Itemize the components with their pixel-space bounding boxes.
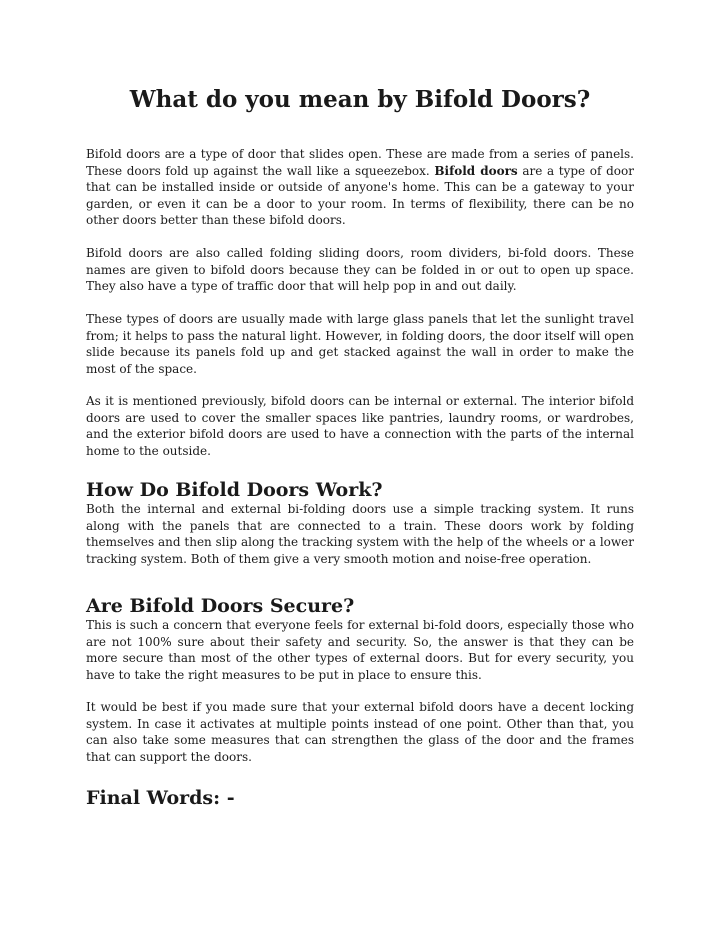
intro-paragraph-2: Bifold doors are also called folding sliding doors, room dividers, bi-fold doors. These names are given to bifold doors because they can be folded in or out to open up space. They also have a type of traffic door that will help pop in and out daily. (86, 246, 634, 294)
intro-paragraph-1-text-a: Bifold doors are a type of door that slides open. These are made from a series of panels. These doors fold up against the wall like a squeezebox. (86, 147, 634, 178)
intro-paragraph-4: As it is mentioned previously, bifold doors can be internal or external. The interior bifold doors are used to cover the smaller spaces like pantries, laundry rooms, or wardrobes, and the exterior bifold doors are used to have a connection with the parts of the internal home to the outside. (86, 394, 634, 458)
secure-paragraph-1: This is such a concern that everyone feels for external bi-fold doors, especially those who are not 100% sure about their safety and security. So, the answer is that they can be more secure than most of the other types of external doors. But for every security, you have to take the right measures to be put in place to ensure this. (86, 618, 634, 682)
page-title: What do you mean by Bifold Doors? (129, 86, 591, 113)
intro-paragraph-1-text-b: are a type of door that can be installed inside or outside of anyone's home. This can be a gateway to your garden, or even it can be a door to your room. In terms of flexibility, there can be no other doors better than these bifold doors. (86, 163, 634, 228)
heading-final-words: Final Words: - (86, 787, 235, 809)
work-paragraph-1: Both the internal and external bi-folding doors use a simple tracking system. It runs along with the panels that are connected to a train. These doors work by folding themselves and then slip along the tracking system with the help of the wheels or a lower tracking system. Both of them give a very smooth motion and noise-free operation. (86, 502, 634, 566)
intro-paragraph-1 (86, 146, 634, 229)
bifold-doors-bold-term: Bifold doors (434, 163, 518, 178)
secure-paragraph-2: It would be best if you made sure that your external bifold doors have a decent locking system. In case it activates at multiple points instead of one point. Other than that, you can also take some measures that can strengthen the glass of the door and the frames that can support the doors. (86, 700, 634, 764)
heading-are-bifold-doors-secure: Are Bifold Doors Secure? (86, 595, 355, 617)
heading-how-bifold-doors-work: How Do Bifold Doors Work? (86, 479, 383, 501)
intro-paragraph-3: These types of doors are usually made with large glass panels that let the sunlight travel from; it helps to pass the natural light. However, in folding doors, the door itself will open slide because its panels fold up and get stacked against the wall in order to make the most of the space. (86, 312, 635, 376)
